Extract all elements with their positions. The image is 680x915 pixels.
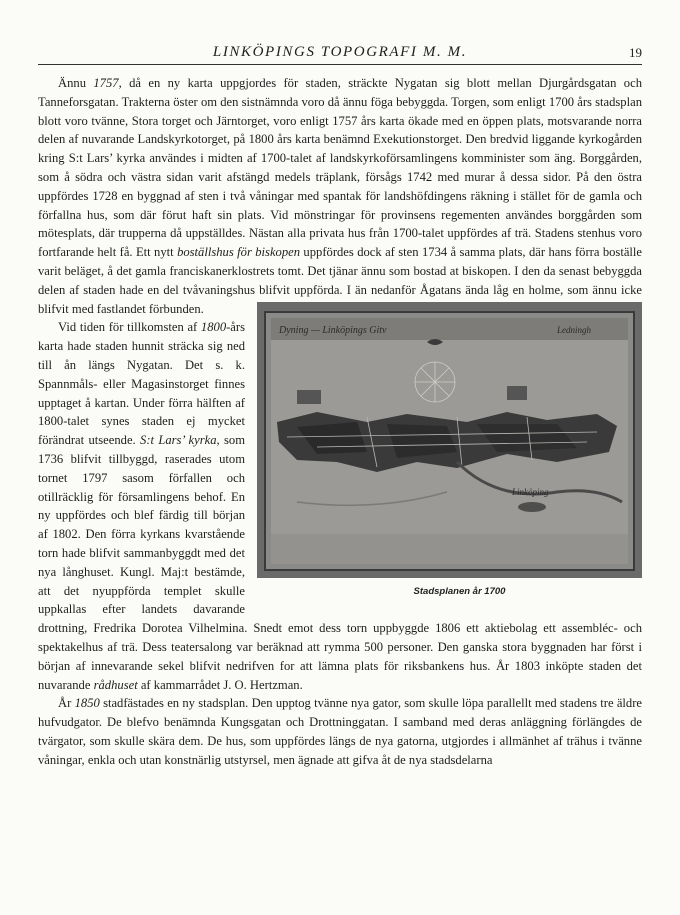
- page-number: 19: [629, 45, 642, 60]
- text-run: , som 1736 blifvit tillbyggd, raserades utom tornet 1797 sasom förfallen och otillräcklig för församlingens behof. En ny uppfördes och blef färdig till början af 1802. Den förra kyrkans kvarstående torn hade blifvit sammanbyggdt med det nya långhuset. Kungl. Maj:t bestämde, att det nyuppförda templet skulle uppkallas efter landets davarande drottning, Fredrika Dorotea Vilhelmina. Snedt emot dess torn uppbyggde 1806 ett aktiebolag ett assembléc- och spektakelhus af trä. Dess teatersalong var beräknad att rymma 500 personer. Den ganska stora byggnaden har först i början af innevarande sekel blifvit nedrifven for att lämna plats för riksbankens hus. År 1803 inköpte staden det nuvarande: [38, 433, 642, 692]
- text-run: af kammarrådet J. O. Hertzman.: [137, 677, 303, 692]
- running-title: LINKÖPINGS TOPOGRAFI M. M.: [212, 44, 468, 60]
- running-header: [38, 44, 642, 66]
- italic-run: 1757: [93, 76, 119, 90]
- text-run: Vid tiden för tillkomsten af: [58, 320, 201, 335]
- italic-run: rådhuset: [93, 677, 138, 692]
- paragraph-3-runs: [38, 696, 642, 766]
- map-figure: [257, 302, 642, 608]
- historic-map-image: [257, 302, 642, 578]
- map-label-right: Ledningh: [557, 324, 592, 335]
- text-run: Ännu: [58, 76, 94, 90]
- text-run: stadfästades en ny stadsplan. Den upptog tvänne nya gator, som skulle löpa parallellt med stadens tre äldre hufvudgator. De blefvo benämnda Kungsgatan och Drottninggatan. I samband med deras anläggning förlängdes de tvärgator, som skulle skära dem. De hus, som uppfördes längs de nya gatorna, utgjordes i allmänhet af trähus i tvänne våningar, enkla och utan konstnärlig utstyrsel, men ägnade att gifva åt de nya stadsdelarna: [38, 696, 643, 767]
- map-label-bottom: Linköping: [512, 486, 549, 497]
- text-run: , då en ny karta uppgjordes för staden, sträckte Nygatan sig blott mellan Djurgårdsgatan och Tanneforsgatan. Trakterna öster om den sistnämnda voro då ännu föga bebyggda. Torgen, som enligt 1700 års stadsplan blott voro tvänne, Stora torget och Järntorget, voro enligt 1757 års karta ökade med en öppen plats, motsvarande norra delen af nuvarande Landskyrkotorget, på 1800 års karta benämnd Exekutionstorget. Den bredvid liggande kyrkogården kring S:t Lars’ kyrka användes i midten af 1700-talet af landskyrkoförsamlingens komminister som äng. Borggården, som å södra och västra sidan varit afstängd medels träplank, försågs 1742 med murar å dessa sidor. På den östra uppfördes 1728 en byggnad af sten i två våningar med spantak för landshöfdingens räkning i stället för de gamla och förfallna hus, som där förut haft sin plats. Vid mönstringar för provinsens regementen användes borggården som mötesplats, där trupperna då uppställdes. Nästan alla privata hus från 1700-talet uppfördes af trä. Stadens stenhus voro fortfarande helt få. Ett nytt: [38, 76, 642, 260]
- italic-run: S:t Lars’ kyrka: [140, 433, 217, 448]
- text-run: -års karta hade staden hunnit sträcka sig ned till ån längs Nygatan. Det s. k. Spannmåls- eller Magasinstorget finnes upptaget å kartan. Under förra hälften af 1800-talet synes staden ej mycket förändrat utseende.: [38, 320, 245, 448]
- map-drawing: [257, 302, 642, 578]
- river-island: [518, 502, 546, 512]
- paragraph-3: [38, 694, 642, 769]
- figure-caption: Stadsplanen år 1700: [413, 585, 506, 597]
- paragraph-1-runs: [38, 76, 642, 316]
- italic-run: 1850: [74, 696, 100, 711]
- header-rule: [38, 64, 642, 65]
- map-label-left: Dyning — Linköpings Gitv: [279, 324, 387, 336]
- body-text: [38, 74, 642, 769]
- text-run: uppfördes dock af sten 1734 å samma plats, där hans förra boställe varit beläget, å det gamla franciskanerklostrets tomt. Det tjänar ännu som bostad at biskopen. I den da senast bebyggda delen af staden hade en del tvåvaningshus blifvit uppförda. I än nedanför Ågatans ända låg en holme, som ännu icke blifvit med fastlandet förbunden.: [38, 245, 642, 316]
- italic-run: 1800: [200, 320, 227, 335]
- text-run: År: [58, 696, 75, 711]
- italic-run: boställshus för biskopen: [177, 245, 301, 260]
- compass-rose: [415, 362, 455, 402]
